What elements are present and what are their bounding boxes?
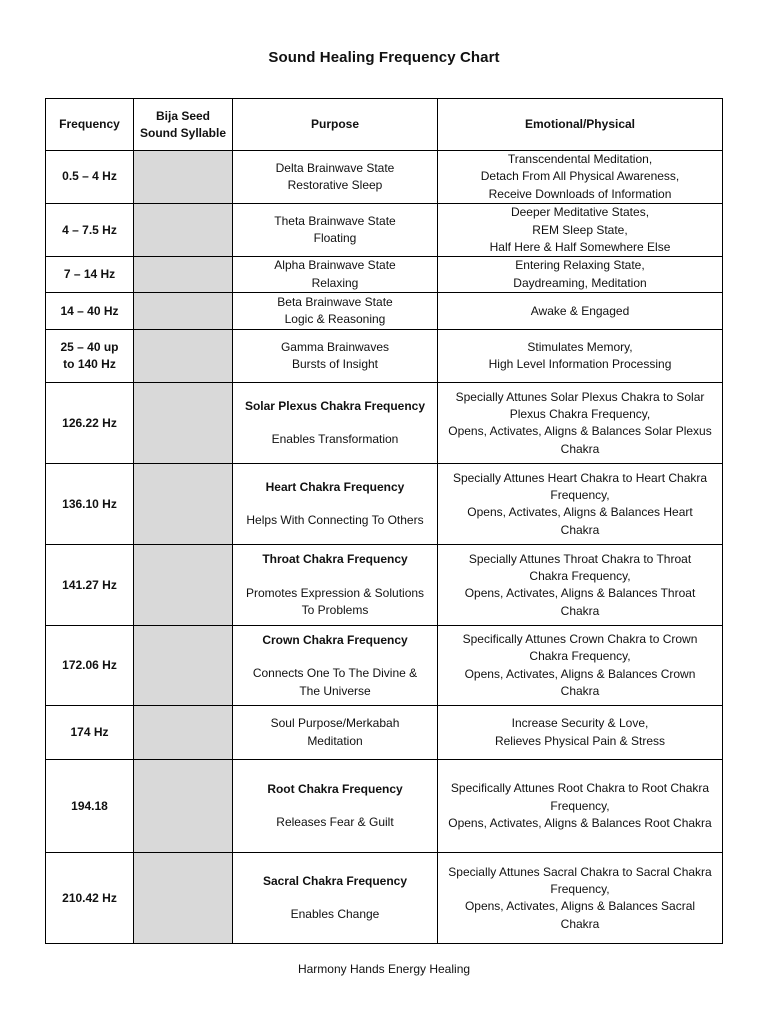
purpose-cell [233,151,438,204]
emotional-text: Increase Security & Love, [511,716,649,731]
purpose-spacer [239,890,431,906]
purpose-title: Solar Plexus Chakra Frequency [244,398,426,413]
emotional-cell [438,853,723,944]
frequency-cell [46,257,134,293]
emotional-text: Specifically Attunes Root Chakra to Root Chakra [450,781,710,796]
emotional-cell [438,545,723,626]
purpose-spacer [239,798,431,814]
purpose-text: Logic & Reasoning [284,312,386,327]
purpose-title: Crown Chakra Frequency [262,632,408,647]
purpose-text: Delta Brainwave State [275,160,395,175]
frequency-cell [46,204,134,257]
purpose-spacer [239,496,431,512]
emotional-text: Deeper Meditative States, [510,205,650,220]
frequency-text: 174 Hz [70,725,109,740]
bija-cell [134,464,233,545]
emotional-text: Opens, Activates, Aligns & Balances Throat [464,586,696,601]
emotional-cell [438,151,723,204]
bija-cell [134,545,233,626]
header-purpose: Purpose [233,99,438,151]
emotional-text: Daydreaming, Meditation [513,275,647,290]
emotional-text: Chakra [560,522,600,537]
purpose-cell [233,626,438,706]
emotional-text: Chakra Frequency, [529,568,631,583]
table-row [46,706,723,760]
frequency-cell [46,706,134,760]
frequency-text: 172.06 Hz [62,658,117,673]
frequency-text: 25 – 40 up [60,339,119,354]
purpose-title: Heart Chakra Frequency [265,479,405,494]
purpose-text: Beta Brainwave State [277,294,393,309]
bija-cell [134,760,233,853]
purpose-text: Bursts of Insight [291,357,379,372]
bija-cell [134,151,233,204]
purpose-cell [233,760,438,853]
emotional-cell [438,464,723,545]
frequency-text: 194.18 [71,798,108,813]
purpose-cell [233,204,438,257]
bija-cell [134,204,233,257]
emotional-text: REM Sleep State, [532,222,628,237]
frequency-cell [46,626,134,706]
frequency-cell [46,293,134,330]
emotional-text: Chakra [560,603,600,618]
emotional-cell [438,383,723,464]
purpose-text: Alpha Brainwave State [274,258,396,273]
frequency-text: 210.42 Hz [62,890,117,905]
bija-cell [134,853,233,944]
purpose-title: Root Chakra Frequency [267,781,403,796]
purpose-text: Enables Transformation [271,432,399,447]
purpose-cell [233,383,438,464]
table-row [46,293,723,330]
emotional-cell [438,626,723,706]
emotional-text: Receive Downloads of Information [488,186,672,201]
table-row [46,383,723,464]
table-row [46,464,723,545]
frequency-cell [46,151,134,204]
emotional-text: Entering Relaxing State, [515,258,645,273]
frequency-cell [46,853,134,944]
frequency-cell [46,464,134,545]
purpose-title: Throat Chakra Frequency [262,552,408,567]
bija-cell [134,293,233,330]
purpose-cell [233,706,438,760]
purpose-spacer [239,649,431,665]
emotional-text: Half Here & Half Somewhere Else [489,239,671,254]
purpose-text: Helps With Connecting To Others [246,513,424,528]
emotional-text: Specially Attunes Throat Chakra to Throat [468,551,692,566]
table-row [46,204,723,257]
header-row [46,99,723,151]
emotional-text: Specially Attunes Heart Chakra to Heart Chakra [452,470,708,485]
purpose-text: Enables Change [290,907,380,922]
purpose-spacer [239,569,431,585]
frequency-text: 126.22 Hz [62,415,117,430]
purpose-title: Sacral Chakra Frequency [262,873,408,888]
emotional-text: Chakra Frequency, [529,649,631,664]
frequency-table [45,98,723,944]
purpose-cell [233,293,438,330]
emotional-text: Frequency, [550,487,610,502]
emotional-text: Stimulates Memory, [527,339,633,354]
emotional-text: Detach From All Physical Awareness, [480,169,680,184]
bija-cell [134,383,233,464]
header-bija-line2: Sound Syllable [140,125,227,140]
frequency-text: 4 – 7.5 Hz [62,222,117,237]
purpose-text: Meditation [307,733,363,748]
purpose-cell [233,545,438,626]
emotional-text: Frequency, [550,881,610,896]
purpose-cell [233,330,438,383]
emotional-text: Transcendental Meditation, [507,152,653,166]
purpose-spacer [239,415,431,431]
frequency-cell [46,330,134,383]
purpose-text: Restorative Sleep [287,178,383,193]
emotional-cell [438,706,723,760]
bija-cell [134,330,233,383]
frequency-cell [46,760,134,853]
frequency-text: 136.10 Hz [62,496,117,511]
purpose-text: Connects One To The Divine & [252,666,418,681]
header-bija [134,99,233,151]
emotional-text: Opens, Activates, Aligns & Balances Heart [467,505,693,520]
purpose-text: Gamma Brainwaves [280,339,390,354]
emotional-text: Specially Attunes Solar Plexus Chakra to Solar [455,389,705,404]
purpose-text: Relaxing [311,275,359,290]
purpose-text: Soul Purpose/Merkabah [270,716,400,731]
purpose-cell [233,257,438,293]
emotional-text: Opens, Activates, Aligns & Balances Solar Plexus [448,424,712,439]
page-title: Sound Healing Frequency Chart [268,49,500,66]
purpose-text: Releases Fear & Guilt [276,815,394,830]
emotional-text: Chakra [560,684,600,699]
emotional-text: Frequency, [550,798,610,813]
table-row [46,853,723,944]
purpose-text: The Universe [299,683,371,698]
purpose-text: Floating [313,231,357,246]
emotional-text: High Level Information Processing [488,357,672,372]
bija-cell [134,257,233,293]
frequency-text: 0.5 – 4 Hz [62,169,117,184]
frequency-cell [46,383,134,464]
frequency-text: to 140 Hz [63,357,116,372]
frequency-text: 141.27 Hz [62,577,117,592]
bija-cell [134,626,233,706]
table-row [46,545,723,626]
purpose-text: Promotes Expression & Solutions [245,585,425,600]
header-bija-line1: Bija Seed [155,109,211,124]
frequency-text: 14 – 40 Hz [60,303,119,318]
purpose-text: Theta Brainwave State [274,213,396,228]
bija-cell [134,706,233,760]
table-row [46,257,723,293]
emotional-text: Opens, Activates, Aligns & Balances Root Chakra [448,816,712,831]
footer-credit: Harmony Hands Energy Healing [297,962,471,976]
emotional-text: Relieves Physical Pain & Stress [494,733,666,748]
frequency-cell [46,545,134,626]
emotional-cell [438,204,723,257]
emotional-cell [438,293,723,330]
table-row [46,151,723,204]
emotional-text: Opens, Activates, Aligns & Balances Crown [464,666,696,681]
table-row [46,626,723,706]
purpose-cell [233,853,438,944]
emotional-text: Specifically Attunes Crown Chakra to Crown [462,632,698,647]
table-row [46,760,723,853]
emotional-text: Awake & Engaged [530,303,630,318]
emotional-text: Opens, Activates, Aligns & Balances Sacral [464,899,696,914]
emotional-text: Specially Attunes Sacral Chakra to Sacral Chakra [448,864,712,879]
header-emotional: Emotional/Physical [438,99,723,151]
emotional-cell [438,760,723,853]
table-row [46,330,723,383]
emotional-text: Plexus Chakra Frequency, [509,406,651,421]
emotional-text: Chakra [560,916,600,931]
purpose-cell [233,464,438,545]
header-frequency: Frequency [46,99,134,151]
emotional-cell [438,330,723,383]
emotional-cell [438,257,723,293]
emotional-text: Chakra [560,441,600,456]
purpose-text: To Problems [301,603,369,618]
frequency-text: 7 – 14 Hz [63,267,116,282]
